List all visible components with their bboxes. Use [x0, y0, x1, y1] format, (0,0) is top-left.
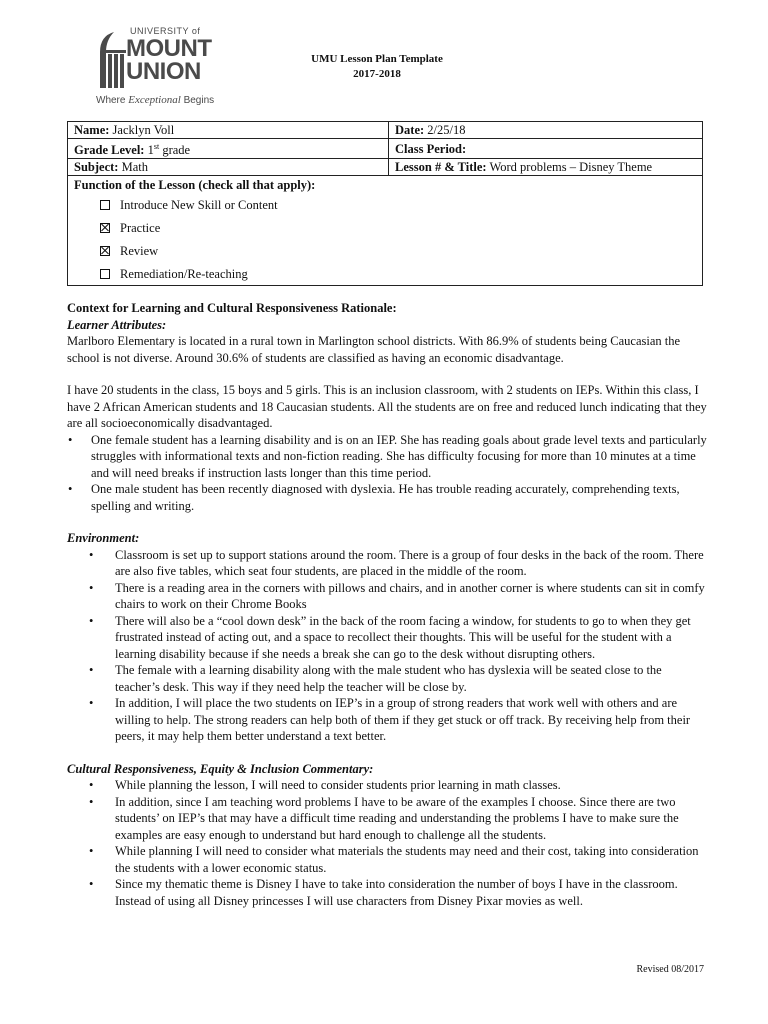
context-heading: Context for Learning and Cultural Responsiveness Rationale: [67, 301, 397, 315]
function-option[interactable]: Remediation/Re-teaching [100, 262, 696, 285]
learner-paragraph-1: Marlboro Elementary is located in a rural town in Marlington school districts. With 86.9% of students being Caucasian the school is not diverse. Around 30.6% of students are classified as having an economic disadvantage. [67, 334, 681, 365]
name-value: Jacklyn Voll [112, 123, 175, 137]
list-item: • There will also be a “cool down desk” in the back of the room facing a window, for students to go to when they get frustrated instead of acting out, and a space to recollect their thoughts. This will be useful for the student with a learning disability because if she needs a break she can go to the desk without disrupting others. [67, 613, 707, 663]
revised-date: Revised 08/2017 [636, 964, 704, 975]
context-section [67, 300, 707, 909]
checkbox-introduce[interactable] [100, 200, 110, 210]
list-item: • One female student has a learning disability and is on an IEP. She has reading goals about grade level texts and particularly struggles with informational texts and non-fiction reading. She has difficulty focusing for more than 10 minutes at a time and will need breaks if instruction lasts longer than this time period. [67, 432, 707, 482]
lesson-title-cell: Lesson # & Title: Word problems – Disney Theme [389, 159, 703, 176]
checkbox-review[interactable] [100, 246, 110, 256]
learner-heading: Learner Attributes: [67, 317, 167, 332]
template-title: UMU Lesson Plan Template [311, 53, 443, 65]
grade-value: 1 [147, 143, 154, 158]
environment-list [67, 547, 707, 745]
class-period-cell: Class Period: [389, 139, 703, 159]
date-cell: Date: 2/25/18 [389, 122, 703, 139]
list-item: • Classroom is set up to support stations around the room. There is a group of four desks in the back of the room. There are also five tables, which seat four students, are placed in the middle of the room. [67, 547, 707, 580]
list-item: • In addition, I will place the two students on IEP’s in a group of strong readers that work well with others and are willing to help. The strong readers can help both of them if they get stuck or off track. By receiving help from their peers, it may help them better understand a text better. [67, 695, 707, 745]
university-logo [96, 24, 236, 114]
function-label: Function of the Lesson (check all that apply): [74, 178, 316, 193]
bell-tower-icon [96, 28, 128, 90]
function-option[interactable]: Introduce New Skill or Content [100, 193, 696, 216]
lesson-info-table [67, 121, 703, 286]
list-item: • While planning I will need to consider what materials the students may need and their cost, taking into consideration the students with a lower economic status. [67, 843, 707, 876]
list-item: • Since my thematic theme is Disney I have to take into consideration the number of boys I have in the classroom. Instead of using all Disney princesses I will use characters from Disney Pixar movies as well. [67, 876, 707, 909]
logo-tagline: Where Exceptional Begins [96, 94, 215, 106]
checkbox-practice[interactable] [100, 223, 110, 233]
list-item: • While planning the lesson, I will need to consider students prior learning in math classes. [67, 777, 707, 794]
function-option[interactable]: Review [100, 239, 696, 262]
list-item: • In addition, since I am teaching word problems I have to be aware of the examples I choose. Since there are two students’ on IEP’s that may have a difficult time reading and understanding the problems I have to make sure the examples are easy enough to understand but hard enough to challenge all the students. [67, 794, 707, 844]
list-item: • The female with a learning disability along with the male student who has dyslexia will be seated close to the teacher’s desk. This way if they need help the teacher will be close by. [67, 662, 707, 695]
environment-heading: Environment: [67, 531, 140, 545]
logo-line1: UNIVERSITY of [130, 26, 201, 36]
subject-value: Math [121, 160, 148, 175]
function-option[interactable]: Practice [100, 216, 696, 239]
list-item: • One male student has been recently diagnosed with dyslexia. He has trouble reading accurately, comprehending texts, spelling and writing. [67, 481, 707, 514]
function-cell [68, 176, 703, 286]
grade-cell: Grade Level: 1st grade [68, 139, 389, 159]
lesson-title-value: Word problems – Disney Theme [489, 160, 653, 175]
cultural-responsiveness-list [67, 777, 707, 909]
date-value: 2/25/18 [427, 123, 466, 137]
checkbox-remediation[interactable] [100, 269, 110, 279]
learner-list [67, 432, 707, 515]
cultural-responsiveness-heading: Cultural Responsiveness, Equity & Inclusion Commentary: [67, 761, 374, 776]
subject-cell: Subject: Math [68, 159, 389, 176]
name-cell: Name: Jacklyn Voll [68, 122, 389, 139]
logo-line2: MOUNT [126, 35, 212, 62]
learner-paragraph-2: I have 20 students in the class, 15 boys and 5 girls. This is an inclusion classroom, with 2 students on IEPs. Within this class, I have 2 African American students and 18 Caucasian students. All the students are on free and reduced lunch indicating that they are all socioeconomically disadvantaged. [67, 383, 707, 430]
template-year: 2017-2018 [353, 68, 401, 80]
logo-line3: UNION [126, 58, 201, 85]
list-item: • There is a reading area in the corners with pillows and chairs, and in another corner is where students can sit in comfy chairs to work on their Chrome Books [67, 580, 707, 613]
document-title [302, 52, 452, 82]
